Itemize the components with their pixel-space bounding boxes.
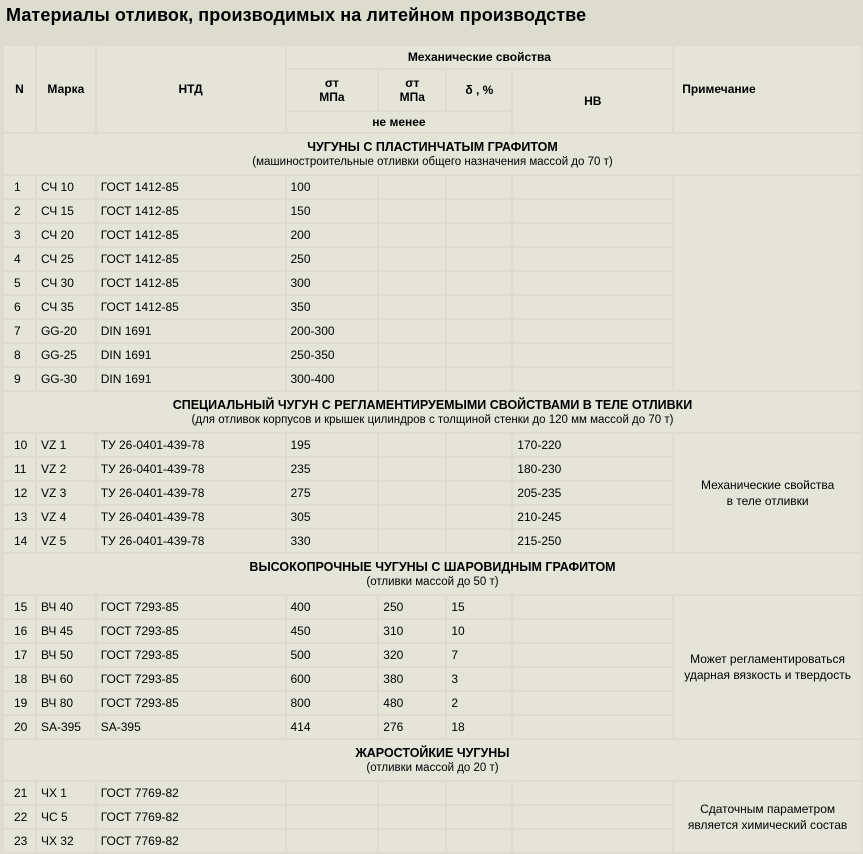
cell-sigma-t: 320 [379,644,445,666]
cell-hb [513,200,672,222]
cell-hb [513,668,672,690]
section-title: ВЫСОКОПРОЧНЫЕ ЧУГУНЫ С ШАРОВИДНЫМ ГРАФИТОМ [249,560,616,574]
cell-sigma-b: 500 [287,644,378,666]
section-header-row [4,392,861,432]
table-row [4,782,861,804]
cell-grade: СЧ 25 [37,248,95,270]
cell-n: 5 [4,272,35,294]
cell-sigma-b [287,830,378,852]
cell-ntd: DIN 1691 [97,344,285,366]
cell-n: 2 [4,200,35,222]
cell-delta: 7 [447,644,511,666]
section-title: ЖАРОСТОЙКИЕ ЧУГУНЫ [355,746,510,760]
cell-hb [513,830,672,852]
table-row [4,596,861,618]
cell-n: 20 [4,716,35,738]
cell-delta: 3 [447,668,511,690]
cell-sigma-t [379,782,445,804]
cell-ntd: ТУ 26-0401-439-78 [97,458,285,480]
section-subtitle: (машиностроительные отливки общего назначения массой до 70 т) [252,156,613,168]
cell-sigma-b [287,806,378,828]
section-header-row [4,740,861,780]
cell-ntd: DIN 1691 [97,368,285,390]
cell-n: 17 [4,644,35,666]
cell-delta [447,200,511,222]
cell-delta [447,434,511,456]
materials-table [2,44,863,854]
cell-ntd: ГОСТ 1412-85 [97,248,285,270]
cell-note [674,176,861,390]
cell-grade: ВЧ 80 [37,692,95,714]
cell-delta [447,506,511,528]
header-not-less: не менее [287,112,512,132]
page-title: Материалы отливок, производимых на литейном производстве [6,5,587,25]
section-header-row [4,134,861,174]
cell-ntd: ГОСТ 7293-85 [97,668,285,690]
header-mech-props: Механические свойства [287,46,673,68]
table-row [4,176,861,198]
cell-delta: 10 [447,620,511,642]
cell-sigma-t [379,458,445,480]
materials-table-container [2,44,863,854]
cell-grade: GG-20 [37,320,95,342]
cell-sigma-b: 300-400 [287,368,378,390]
cell-n: 9 [4,368,35,390]
cell-hb [513,620,672,642]
cell-delta [447,830,511,852]
header-sigma-t [379,70,445,110]
cell-grade: СЧ 30 [37,272,95,294]
cell-hb [513,224,672,246]
cell-sigma-b: 300 [287,272,378,294]
note-line: в теле отливки [726,494,809,508]
cell-delta [447,458,511,480]
cell-sigma-b: 350 [287,296,378,318]
cell-hb [513,344,672,366]
cell-hb [513,248,672,270]
cell-note [674,596,861,738]
cell-n: 13 [4,506,35,528]
cell-sigma-b: 195 [287,434,378,456]
header-hb: НВ [513,70,672,132]
cell-ntd: ГОСТ 7293-85 [97,692,285,714]
cell-grade: СЧ 15 [37,200,95,222]
cell-hb [513,644,672,666]
cell-hb [513,782,672,804]
cell-n: 21 [4,782,35,804]
cell-sigma-t: 480 [379,692,445,714]
cell-note [674,434,861,552]
table-body [4,134,861,852]
cell-sigma-b: 330 [287,530,378,552]
cell-ntd: ГОСТ 1412-85 [97,224,285,246]
cell-ntd: SA-395 [97,716,285,738]
cell-grade: VZ 4 [37,506,95,528]
cell-hb [513,272,672,294]
cell-delta: 18 [447,716,511,738]
cell-n: 7 [4,320,35,342]
section-subtitle: (для отливок корпусов и крышек цилиндров с толщиной стенки до 120 мм массой до 70 т) [191,414,674,426]
cell-delta [447,296,511,318]
cell-n: 15 [4,596,35,618]
cell-n: 16 [4,620,35,642]
cell-hb: 205-235 [513,482,672,504]
cell-sigma-b: 100 [287,176,378,198]
cell-hb: 180-230 [513,458,672,480]
cell-delta [447,482,511,504]
cell-ntd: ГОСТ 7769-82 [97,830,285,852]
cell-sigma-t [379,530,445,552]
cell-sigma-t [379,200,445,222]
cell-n: 22 [4,806,35,828]
cell-ntd: ТУ 26-0401-439-78 [97,506,285,528]
table-header [4,46,861,132]
cell-ntd: ГОСТ 1412-85 [97,200,285,222]
cell-sigma-b: 150 [287,200,378,222]
cell-grade: VZ 3 [37,482,95,504]
section-title: СПЕЦИАЛЬНЫЙ ЧУГУН С РЕГЛАМЕНТИРУЕМЫМИ СВОЙСТВАМИ В ТЕЛЕ ОТЛИВКИ [172,398,693,412]
cell-sigma-b: 250-350 [287,344,378,366]
cell-hb [513,176,672,198]
cell-n: 8 [4,344,35,366]
note-line: является химический состав [687,818,848,832]
cell-n: 4 [4,248,35,270]
cell-ntd: ГОСТ 1412-85 [97,272,285,294]
cell-n: 3 [4,224,35,246]
cell-sigma-b: 250 [287,248,378,270]
table-row [4,434,861,456]
section-subtitle: (отливки массой до 20 т) [366,762,499,774]
cell-ntd: ТУ 26-0401-439-78 [97,482,285,504]
cell-n: 10 [4,434,35,456]
cell-sigma-t [379,320,445,342]
cell-hb [513,296,672,318]
header-sigma-b [287,70,378,110]
cell-sigma-t [379,248,445,270]
cell-hb [513,368,672,390]
cell-hb [513,692,672,714]
cell-n: 1 [4,176,35,198]
section-header [4,740,861,780]
cell-ntd: ГОСТ 7769-82 [97,782,285,804]
cell-sigma-b: 200-300 [287,320,378,342]
cell-grade: SA-395 [37,716,95,738]
note-line: ударная вязкость и твердость [684,668,851,682]
cell-sigma-b: 275 [287,482,378,504]
cell-ntd: ГОСТ 1412-85 [97,176,285,198]
cell-grade: СЧ 10 [37,176,95,198]
cell-n: 18 [4,668,35,690]
cell-n: 12 [4,482,35,504]
cell-sigma-b: 305 [287,506,378,528]
header-sigma-t-symbol: σт [405,76,420,90]
cell-sigma-b: 235 [287,458,378,480]
cell-sigma-t [379,830,445,852]
header-sigma-t-unit: МПа [399,90,425,104]
section-header-row [4,554,861,594]
header-sigma-b-symbol: σт [324,76,339,90]
cell-sigma-b: 200 [287,224,378,246]
cell-hb: 210-245 [513,506,672,528]
cell-grade: ЧХ 32 [37,830,95,852]
note-line: Сдаточным параметром [700,802,836,816]
cell-ntd: ТУ 26-0401-439-78 [97,530,285,552]
cell-sigma-t [379,434,445,456]
cell-note [674,782,861,852]
cell-sigma-b: 600 [287,668,378,690]
cell-ntd: DIN 1691 [97,320,285,342]
cell-n: 14 [4,530,35,552]
cell-hb [513,320,672,342]
cell-sigma-t [379,344,445,366]
header-sigma-b-unit: МПа [319,90,345,104]
section-subtitle: (отливки массой до 50 т) [366,576,499,588]
header-note: Примечание [674,46,861,132]
cell-grade: ВЧ 40 [37,596,95,618]
header-n: N [4,46,35,132]
cell-grade: ВЧ 50 [37,644,95,666]
cell-delta [447,176,511,198]
cell-hb: 170-220 [513,434,672,456]
cell-sigma-b: 450 [287,620,378,642]
cell-grade: ВЧ 60 [37,668,95,690]
section-header [4,554,861,594]
cell-sigma-t: 276 [379,716,445,738]
cell-delta: 15 [447,596,511,618]
cell-n: 6 [4,296,35,318]
cell-sigma-t [379,296,445,318]
cell-n: 11 [4,458,35,480]
cell-grade: VZ 1 [37,434,95,456]
section-header [4,134,861,174]
cell-hb [513,806,672,828]
cell-sigma-t [379,482,445,504]
header-grade: Марка [37,46,95,132]
cell-hb [513,596,672,618]
cell-delta [447,806,511,828]
cell-ntd: ТУ 26-0401-439-78 [97,434,285,456]
cell-ntd: ГОСТ 7293-85 [97,644,285,666]
cell-delta [447,320,511,342]
cell-sigma-t [379,368,445,390]
cell-n: 23 [4,830,35,852]
note-line: Может регламентироваться [690,652,846,666]
note-line: Механические свойства [700,478,835,492]
cell-delta [447,530,511,552]
cell-sigma-t [379,176,445,198]
cell-n: 19 [4,692,35,714]
cell-sigma-t: 380 [379,668,445,690]
cell-delta [447,344,511,366]
cell-grade: VZ 5 [37,530,95,552]
cell-sigma-b: 400 [287,596,378,618]
cell-delta [447,224,511,246]
cell-sigma-b: 414 [287,716,378,738]
cell-grade: СЧ 20 [37,224,95,246]
cell-sigma-b: 800 [287,692,378,714]
cell-delta: 2 [447,692,511,714]
header-ntd: НТД [97,46,285,132]
cell-sigma-t [379,506,445,528]
cell-grade: VZ 2 [37,458,95,480]
cell-sigma-t: 250 [379,596,445,618]
cell-delta [447,368,511,390]
cell-sigma-t [379,224,445,246]
cell-hb: 215-250 [513,530,672,552]
cell-grade: ЧС 5 [37,806,95,828]
cell-sigma-t [379,806,445,828]
cell-hb [513,716,672,738]
header-delta: δ , % [447,70,511,110]
cell-ntd: ГОСТ 7769-82 [97,806,285,828]
cell-grade: ВЧ 45 [37,620,95,642]
cell-grade: СЧ 35 [37,296,95,318]
cell-ntd: ГОСТ 7293-85 [97,620,285,642]
cell-delta [447,272,511,294]
cell-ntd: ГОСТ 1412-85 [97,296,285,318]
cell-sigma-t [379,272,445,294]
cell-sigma-b [287,782,378,804]
cell-ntd: ГОСТ 7293-85 [97,596,285,618]
cell-delta [447,782,511,804]
cell-delta [447,248,511,270]
cell-grade: GG-30 [37,368,95,390]
cell-grade: ЧХ 1 [37,782,95,804]
section-header [4,392,861,432]
cell-grade: GG-25 [37,344,95,366]
section-title: ЧУГУНЫ С ПЛАСТИНЧАТЫМ ГРАФИТОМ [307,140,558,154]
cell-sigma-t: 310 [379,620,445,642]
